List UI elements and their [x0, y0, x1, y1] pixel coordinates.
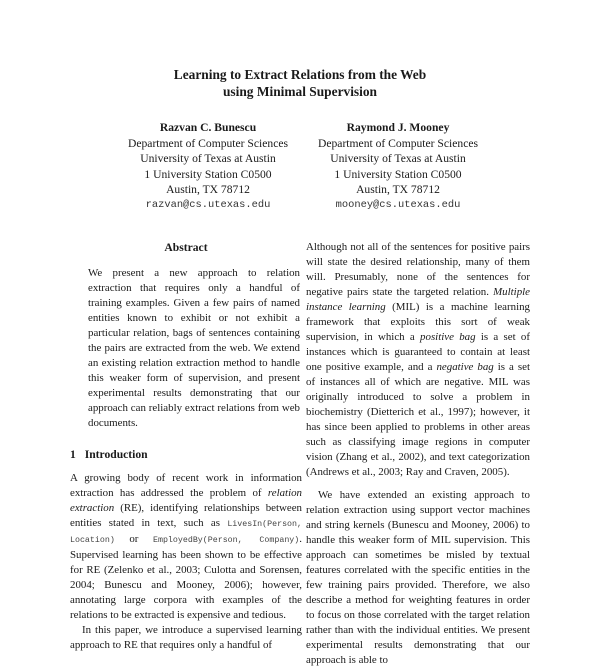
author-email[interactable]: mooney@cs.utexas.edu [335, 198, 461, 211]
author-station: 1 University Station C0500 [334, 167, 462, 181]
left-column [70, 240, 302, 653]
paper-title [0, 66, 600, 100]
author-university: University of Texas at Austin [140, 152, 276, 166]
body-paragraph-1: Although not all of the sentences for positive pairs will state the desired relationship, many of them will. Presumably, none of the sentences for negative pairs state the targeted relation. Multiple instance learning (MIL) is a machine learning framework that exploits this sort of weak supervision, in which a positive bag is a set of instances which is guaranteed to contain at least one positive example, and a negative bag is a set of instances all of which are negative. MIL was originally introduced to solve a problem in biochemistry (Dietterich et al., 1997); however, it has since been applied to problems in other areas such as classifying image regions in computer vision (Zhang et al., 2002), and text categorization (Andrews et al., 2003; Ray and Craven, 2005). [306, 241, 531, 478]
abstract-text: We present a new approach to relation extraction that requires only a handful of training examples. Given a few pairs of named entities known to exhibit or not exhibit a particular relation, bags of sentences containing the pairs are extracted from the web. We extend an existing relation extraction method to handle this weaker form of supervision, and present experimental results demonstrating that our approach can reliably extract relations from web documents. [88, 267, 300, 429]
author-block-2 [303, 120, 493, 214]
term-relation-extraction: relation extraction [70, 487, 302, 514]
author-email[interactable]: razvan@cs.utexas.edu [145, 198, 271, 211]
author-city: Austin, TX 78712 [166, 183, 250, 197]
title-line-2: using Minimal Supervision [222, 84, 378, 99]
term-multiple-instance-learning: Multiple instance learning [306, 286, 530, 313]
relation-example-livesin: LivesIn(Person, Location) [70, 520, 302, 545]
author-university: University of Texas at Austin [330, 152, 466, 166]
intro-paragraph-2: In this paper, we introduce a supervised learning approach to RE that requires only a handful of [70, 624, 302, 651]
author-name: Razvan C. Bunescu [159, 121, 257, 134]
relation-example-employedby: EmployedBy(Person, Company) [153, 536, 300, 545]
body-paragraph-2: We have extended an existing approach to relation extraction using support vector machines and string kernels (Bunescu and Mooney, 2006) to handle this weaker form of MIL supervision. This approach can sometimes be misled by textual features correlated with the specific entities in the few training pairs provided. Therefore, we also describe a method for weighting features in order to focus on those correlated with the target relation rather than with the individual entities. We present experimental results demonstrating that our approach is able to [306, 489, 530, 666]
term-positive-bag: positive bag [420, 331, 476, 343]
author-block-1 [113, 120, 303, 214]
section-title: Introduction [84, 448, 148, 461]
abstract-heading: Abstract [164, 241, 208, 254]
term-negative-bag: negative bag [436, 361, 494, 373]
right-column [306, 240, 530, 668]
author-city: Austin, TX 78712 [356, 183, 440, 197]
author-station: 1 University Station C0500 [144, 167, 272, 181]
section-heading-introduction [70, 447, 302, 462]
author-department: Department of Computer Sciences [317, 136, 478, 150]
author-name: Raymond J. Mooney [346, 121, 450, 134]
intro-paragraph-1: A growing body of recent work in information extraction has addressed the problem of relation extraction (RE), identifying relationships between entities stated in text, such as LivesIn(Person, Location) or EmployedBy(Person, Company). Supervised learning has been shown to be effective for RE (Zelenko et al., 2003; Culotta and Sorensen, 2004; Bunescu and Mooney, 2006); however, annotating large corpora with examples of the relations to be extracted is expensive and tedious. [70, 472, 302, 621]
title-line-1: Learning to Extract Relations from the Web [173, 67, 427, 82]
section-number: 1 [70, 448, 76, 461]
author-department: Department of Computer Sciences [127, 136, 288, 150]
